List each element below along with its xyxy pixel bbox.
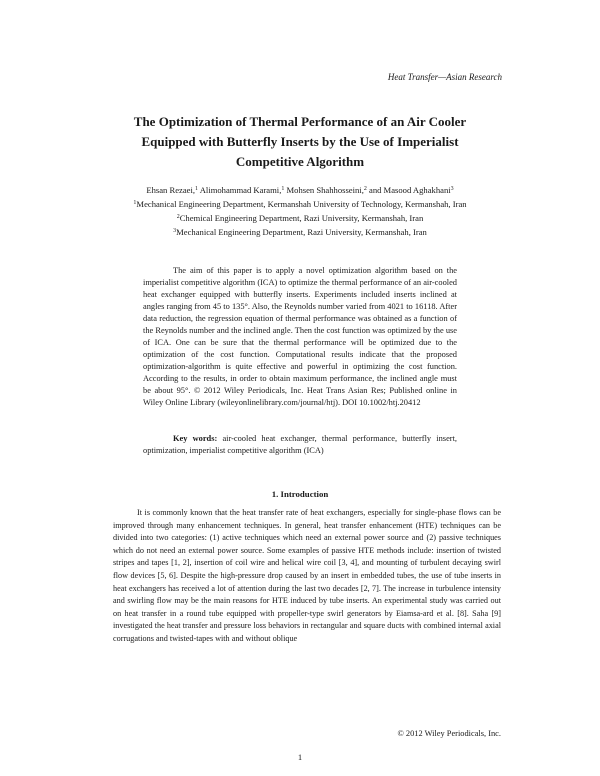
affiliation xyxy=(90,211,510,225)
title-line-3: Competitive Algorithm xyxy=(235,154,365,169)
abstract-text: The aim of this paper is to apply a novel optimization algorithm based on the imperialist competitive algorithm (ICA) to optimize the thermal performance of an air-cooled heat exchanger equipped with butterfly inserts. Experiments included inserts inclined at angles ranging from 45 to 135°. Also, the Reynolds number varied from 4021 to 16118. After data reduction, the regression equation of thermal performance was obtained as a function of the Reynolds number and the inclined angle. Then the cost function was optimized by the use of ICA. One can be sure that the thermal performance will be optimized due to the optimization of the cost function. Computational results indicate that the proposed optimization-algorithm is quite effective and powerful in optimizing the cost function. According to the results, in order to obtain maximum performance, the inclined angle must be about 95°. © 2012 Wiley Periodicals, Inc. Heat Trans Asian Res; Published online in Wiley Online Library (wileyonlinelibrary.com/journal/htj). DOI 10.1002/htj.20412 xyxy=(143,266,457,407)
author-affil-mark: 1 xyxy=(281,186,285,192)
affiliation-text: Chemical Engineering Department, Razi University, Kermanshah, Iran xyxy=(179,213,424,223)
affiliation-mark: 1 xyxy=(133,200,137,206)
intro-paragraph: It is commonly known that the heat transfer rate of heat exchangers, especially for single-phase flows can be improved through many enhancement techniques. In general, heat transfer enhancement (HTE) techniques can be divided into two categories: (1) active techniques which need an external power source and (2) passive techniques which do not need an external power source. Some examples of passive HTE methods include: insertion of twisted stripes and tapes [1, 2], insertion of coil wire and helical wire coil [3, 4], and mounting of turbulent decaying swirl flow devices [5, 6]. Despite the high-pressure drop caused by an insert in embedded tubes, the use of tube inserts in heat exchangers has received a lot of attention during the last two decades [2, 7]. The increase in turbulence intensity and swirling flow may be the main reasons for HTE induced by tube inserts. An experimental study was carried out on heat transfer in a round tube equipped with propeller-type swirl generators by Eiamsa-ard et al. [8]. Saha [9] investigated the heat transfer and pressure loss behaviors in rectangular and square ducts with combined internal axial corrugations and twisted-tapes with and without oblique xyxy=(113,508,501,643)
affiliation xyxy=(90,197,510,211)
author-name: Ehsan Rezaei, xyxy=(146,185,196,195)
author-name: Alimohammad Karami, xyxy=(199,185,282,195)
abstract xyxy=(143,265,457,409)
author-affil-mark: 1 xyxy=(195,186,199,192)
title-line-2: Equipped with Butterfly Inserts by the Use of Imperialist xyxy=(141,134,459,149)
author-name: and Masood Aghakhani xyxy=(369,185,451,195)
section-heading: 1. Introduction xyxy=(271,489,329,499)
authors-block xyxy=(90,183,510,239)
keywords xyxy=(143,433,457,457)
affiliation-mark: 3 xyxy=(173,228,177,234)
title-line-1: The Optimization of Thermal Performance of an Air Cooler xyxy=(133,114,467,129)
paper-title xyxy=(100,112,500,172)
author-affil-mark: 3 xyxy=(450,186,454,192)
keywords-label: Key words: xyxy=(173,434,218,443)
author-affil-mark: 2 xyxy=(363,186,367,192)
author-list xyxy=(90,183,510,197)
affiliation-mark: 2 xyxy=(176,214,180,220)
keywords-text: air-cooled heat exchanger, thermal performance, butterfly insert, optimization, imperialist competitive algorithm (ICA) xyxy=(143,434,457,455)
author-name: Mohsen Shahhosseini, xyxy=(286,185,364,195)
affiliation xyxy=(90,225,510,239)
running-head: Heat Transfer—Asian Research xyxy=(387,72,502,82)
copyright-notice: © 2012 Wiley Periodicals, Inc. xyxy=(397,729,501,738)
affiliation-text: Mechanical Engineering Department, Kermanshah University of Technology, Kermanshah, Iran xyxy=(136,199,467,209)
affiliation-text: Mechanical Engineering Department, Razi University, Kermanshah, Iran xyxy=(176,227,427,237)
page-number: 1 xyxy=(297,752,303,762)
